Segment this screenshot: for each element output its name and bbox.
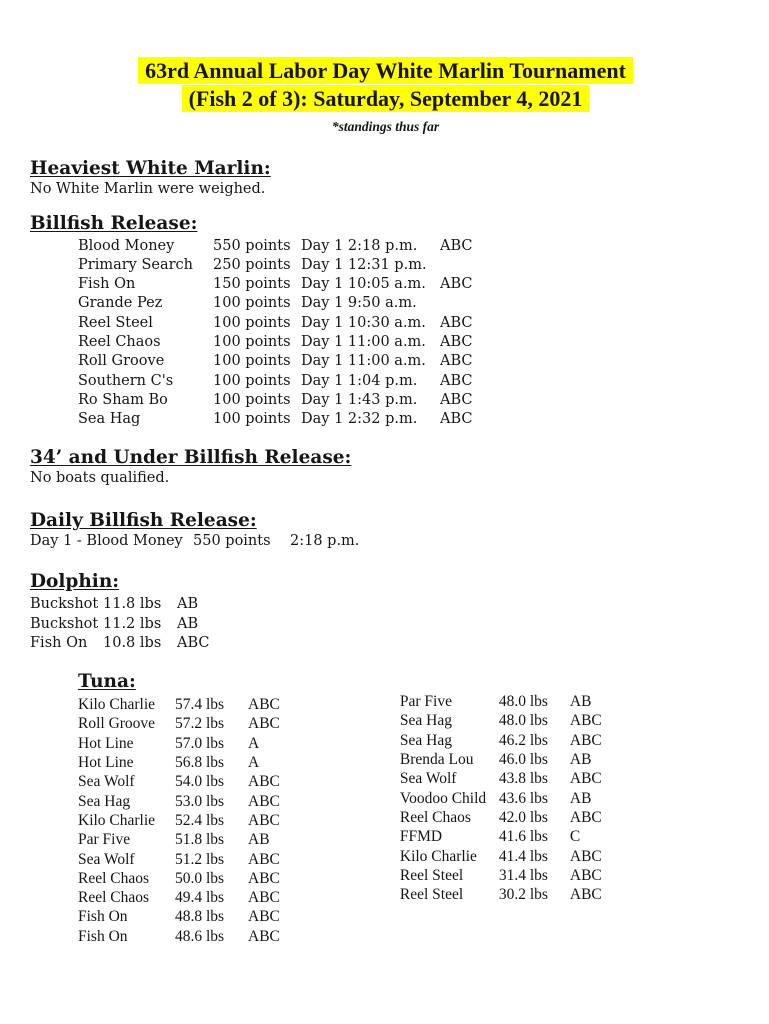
table-row bbox=[400, 711, 602, 730]
division-letters-cell: ABC bbox=[248, 889, 280, 907]
release-time-cell: Day 1 10:30 a.m. bbox=[301, 314, 426, 331]
points-cell: 100 points bbox=[213, 333, 291, 350]
points-cell: 100 points bbox=[213, 353, 291, 370]
table-row bbox=[400, 827, 602, 846]
boat-name-cell: Brenda Lou bbox=[399, 751, 474, 769]
boat-name-cell: Blood Money bbox=[78, 237, 175, 254]
division-letters-cell: ABC bbox=[440, 237, 473, 254]
table-row bbox=[400, 769, 602, 788]
release-time-cell: Day 1 9:50 a.m. bbox=[301, 295, 417, 312]
daily-billfish-heading: Daily Billfish Release: bbox=[30, 509, 257, 531]
boat-name-cell: Southern C's bbox=[78, 372, 174, 389]
boat-name-cell: FFMD bbox=[399, 828, 443, 846]
under-34-billfish-heading: 34’ and Under Billfish Release: bbox=[30, 447, 352, 469]
table-row bbox=[400, 692, 602, 711]
dolphin-table bbox=[30, 595, 210, 653]
weight-cell: 10.8 lbs bbox=[103, 634, 162, 651]
points-cell: 100 points bbox=[213, 411, 291, 428]
table-row bbox=[78, 714, 280, 733]
weight-cell: 11.8 lbs bbox=[103, 596, 162, 613]
division-letters-cell: ABC bbox=[248, 927, 280, 945]
weight-cell: 48.6 lbs bbox=[175, 927, 225, 945]
weight-cell: 31.4 lbs bbox=[498, 866, 548, 884]
table-row bbox=[78, 391, 473, 410]
table-row bbox=[78, 333, 473, 352]
boat-name-cell: Sea Wolf bbox=[399, 770, 457, 788]
boat-name-cell: Hot Line bbox=[78, 754, 134, 772]
table-row bbox=[78, 372, 473, 391]
table-row bbox=[78, 275, 473, 294]
table-row bbox=[30, 532, 359, 551]
table-row bbox=[78, 695, 280, 714]
section-daily-billfish-release bbox=[30, 509, 741, 551]
boat-name-cell: Par Five bbox=[399, 693, 452, 711]
weight-cell: 42.0 lbs bbox=[498, 808, 548, 826]
weight-cell: 52.4 lbs bbox=[175, 811, 225, 829]
boat-name-cell: Reel Steel bbox=[399, 866, 464, 884]
table-row bbox=[400, 885, 602, 904]
division-letters-cell: C bbox=[569, 828, 581, 846]
table-row bbox=[78, 927, 280, 946]
section-heaviest-white-marlin bbox=[30, 157, 741, 200]
division-letters-cell: A bbox=[248, 754, 260, 772]
boat-name-cell: Sea Wolf bbox=[78, 773, 135, 791]
division-letters-cell: ABC bbox=[177, 634, 210, 651]
title-highlight-line2: (Fish 2 of 3): Saturday, September 4, 2021 bbox=[182, 85, 590, 112]
section-dolphin bbox=[30, 570, 741, 653]
weight-cell: 49.4 lbs bbox=[175, 889, 225, 907]
boat-name-cell: Fish On bbox=[30, 634, 88, 651]
weight-cell: 41.4 lbs bbox=[498, 847, 548, 865]
table-row bbox=[30, 615, 210, 634]
boat-name-cell: Reel Chaos bbox=[78, 333, 161, 350]
table-row bbox=[30, 634, 210, 653]
points-cell: 250 points bbox=[213, 256, 291, 273]
table-row bbox=[78, 314, 473, 333]
boat-name-cell: Sea Hag bbox=[399, 712, 452, 730]
page-title bbox=[30, 57, 741, 113]
points-cell: 150 points bbox=[213, 276, 291, 293]
section-under-34-billfish-release bbox=[30, 446, 741, 489]
division-letters-cell: ABC bbox=[440, 314, 473, 331]
table-row bbox=[78, 734, 280, 753]
table-row bbox=[78, 772, 280, 791]
weight-cell: 11.2 lbs bbox=[103, 615, 162, 632]
table-row bbox=[400, 866, 602, 885]
weight-cell: 48.0 lbs bbox=[498, 693, 548, 711]
division-letters-cell: A bbox=[248, 734, 260, 752]
division-letters-cell: ABC bbox=[248, 773, 280, 791]
boat-name-cell: Roll Groove bbox=[78, 353, 165, 370]
division-letters-cell: ABC bbox=[440, 276, 473, 293]
table-row bbox=[78, 792, 280, 811]
release-time-cell: Day 1 2:32 p.m. bbox=[301, 411, 418, 428]
table-row bbox=[78, 811, 280, 830]
weight-cell: 56.8 lbs bbox=[175, 754, 225, 772]
division-letters-cell: ABC bbox=[248, 869, 280, 887]
boat-name-cell: Reel Chaos bbox=[78, 869, 150, 887]
division-letters-cell: ABC bbox=[440, 353, 473, 370]
release-time-cell: Day 1 1:43 p.m. bbox=[301, 391, 418, 408]
points-cell: 100 points bbox=[213, 314, 291, 331]
table-row bbox=[30, 595, 210, 614]
tuna-table-right bbox=[400, 692, 602, 904]
division-letters-cell: ABC bbox=[569, 770, 602, 788]
boat-name-cell: Fish On bbox=[78, 927, 128, 945]
tuna-columns bbox=[30, 695, 741, 946]
weight-cell: 57.4 lbs bbox=[175, 696, 225, 714]
boat-name-cell: Kilo Charlie bbox=[78, 696, 156, 714]
boat-name-cell: Reel Chaos bbox=[399, 808, 471, 826]
weight-cell: 53.0 lbs bbox=[175, 792, 225, 810]
table-row bbox=[400, 750, 602, 769]
table-row bbox=[78, 850, 280, 869]
table-row bbox=[400, 847, 602, 866]
division-letters-cell: AB bbox=[177, 596, 199, 613]
division-letters-cell: ABC bbox=[569, 731, 602, 749]
standings-subtitle: *standings thus far bbox=[331, 119, 440, 134]
division-letters-cell: AB bbox=[177, 615, 199, 632]
division-letters-cell bbox=[440, 256, 473, 275]
division-letters-cell: ABC bbox=[248, 715, 280, 733]
weight-cell: 43.6 lbs bbox=[498, 789, 548, 807]
boat-name-cell: Ro Sham Bo bbox=[78, 391, 168, 408]
release-time-cell: Day 1 10:05 a.m. bbox=[301, 276, 426, 293]
table-row bbox=[78, 352, 473, 371]
heaviest-white-marlin-heading: Heaviest White Marlin: bbox=[30, 158, 271, 179]
division-letters-cell: AB bbox=[569, 789, 592, 807]
division-letters-cell: ABC bbox=[248, 792, 280, 810]
section-billfish-release bbox=[30, 212, 741, 430]
tuna-heading: Tuna: bbox=[78, 671, 136, 693]
division-letters-cell: ABC bbox=[440, 411, 473, 428]
tuna-table-left bbox=[78, 695, 280, 946]
boat-name-cell: Reel Chaos bbox=[78, 889, 150, 907]
table-row bbox=[78, 294, 473, 313]
boat-name-cell: Voodoo Child bbox=[399, 789, 487, 807]
division-letters-cell: ABC bbox=[569, 866, 602, 884]
division-letters-cell: AB bbox=[569, 751, 592, 769]
boat-name-cell: Sea Wolf bbox=[78, 850, 135, 868]
boat-name-cell: Hot Line bbox=[78, 734, 134, 752]
weight-cell: 51.8 lbs bbox=[175, 831, 225, 849]
boat-name-cell: Buckshot bbox=[30, 596, 99, 613]
division-letters-cell: ABC bbox=[440, 391, 473, 408]
boat-name-cell: Kilo Charlie bbox=[78, 811, 156, 829]
billfish-release-heading: Billfish Release: bbox=[30, 212, 198, 234]
weight-cell: 46.0 lbs bbox=[498, 751, 548, 769]
table-row bbox=[78, 753, 280, 772]
weight-cell: 43.8 lbs bbox=[498, 770, 548, 788]
table-row bbox=[78, 256, 473, 275]
boat-name-cell: Sea Hag bbox=[78, 792, 131, 810]
table-row bbox=[400, 789, 602, 808]
boat-name-cell: Par Five bbox=[78, 831, 131, 849]
under-34-billfish-note: No boats qualified. bbox=[30, 470, 170, 487]
weight-cell: 51.2 lbs bbox=[175, 850, 225, 868]
boat-name-cell: Sea Hag bbox=[78, 411, 141, 428]
release-time-cell: Day 1 1:04 p.m. bbox=[301, 372, 418, 389]
weight-cell: 46.2 lbs bbox=[498, 731, 548, 749]
boat-name-cell: Fish On bbox=[78, 908, 128, 926]
table-row bbox=[400, 808, 602, 827]
division-letters-cell: ABC bbox=[569, 808, 602, 826]
weight-cell: 41.6 lbs bbox=[498, 828, 548, 846]
division-letters-cell: ABC bbox=[440, 333, 473, 350]
release-time-cell: 2:18 p.m. bbox=[290, 532, 360, 549]
division-letters-cell: ABC bbox=[569, 712, 602, 730]
table-row bbox=[78, 869, 280, 888]
heaviest-white-marlin-note: No White Marlin were weighed. bbox=[30, 181, 266, 197]
division-letters-cell: ABC bbox=[440, 372, 473, 389]
boat-name-cell: Primary Search bbox=[78, 256, 194, 273]
division-letters-cell: ABC bbox=[248, 811, 280, 829]
boat-name-cell: Grande Pez bbox=[78, 295, 163, 312]
release-time-cell: Day 1 11:00 a.m. bbox=[301, 333, 426, 350]
release-time-cell: Day 1 2:18 p.m. bbox=[301, 237, 418, 254]
division-letters-cell: ABC bbox=[248, 850, 280, 868]
points-cell: 100 points bbox=[213, 391, 291, 408]
boat-name-cell: Roll Groove bbox=[78, 715, 156, 733]
division-letters-cell: AB bbox=[248, 831, 270, 849]
table-row bbox=[400, 731, 602, 750]
release-time-cell: Day 1 11:00 a.m. bbox=[301, 353, 426, 370]
weight-cell: 57.2 lbs bbox=[175, 715, 225, 733]
weight-cell: 50.0 lbs bbox=[175, 869, 225, 887]
boat-name-cell: Sea Hag bbox=[399, 731, 452, 749]
division-letters-cell: ABC bbox=[569, 847, 602, 865]
daily-billfish-table bbox=[30, 532, 359, 551]
boat-name-cell: Kilo Charlie bbox=[399, 847, 477, 865]
division-letters-cell bbox=[440, 294, 473, 313]
table-row bbox=[78, 907, 280, 926]
division-letters-cell: ABC bbox=[569, 886, 602, 904]
weight-cell: 48.0 lbs bbox=[498, 712, 548, 730]
dolphin-heading: Dolphin: bbox=[30, 571, 120, 593]
section-tuna bbox=[30, 670, 741, 946]
daily-entry-label-cell: Day 1 - Blood Money bbox=[30, 532, 183, 549]
table-row bbox=[78, 237, 473, 256]
division-letters-cell: ABC bbox=[248, 908, 280, 926]
division-letters-cell: AB bbox=[569, 693, 592, 711]
points-cell: 100 points bbox=[213, 295, 291, 312]
billfish-release-table bbox=[78, 237, 473, 430]
boat-name-cell: Buckshot bbox=[30, 615, 99, 632]
points-cell: 550 points bbox=[213, 237, 291, 254]
release-time-cell: Day 1 12:31 p.m. bbox=[301, 256, 427, 273]
points-cell: 100 points bbox=[213, 372, 291, 389]
table-row bbox=[78, 888, 280, 907]
weight-cell: 30.2 lbs bbox=[498, 886, 548, 904]
boat-name-cell: Reel Steel bbox=[399, 886, 464, 904]
title-highlight-line1: 63rd Annual Labor Day White Marlin Tournament bbox=[138, 57, 633, 84]
weight-cell: 48.8 lbs bbox=[175, 908, 225, 926]
division-letters-cell: ABC bbox=[248, 696, 280, 714]
boat-name-cell: Fish On bbox=[78, 276, 136, 293]
weight-cell: 57.0 lbs bbox=[175, 734, 225, 752]
table-row bbox=[78, 410, 473, 429]
boat-name-cell: Reel Steel bbox=[78, 314, 153, 331]
table-row bbox=[78, 830, 280, 849]
points-cell: 550 points bbox=[193, 532, 271, 549]
weight-cell: 54.0 lbs bbox=[175, 773, 225, 791]
